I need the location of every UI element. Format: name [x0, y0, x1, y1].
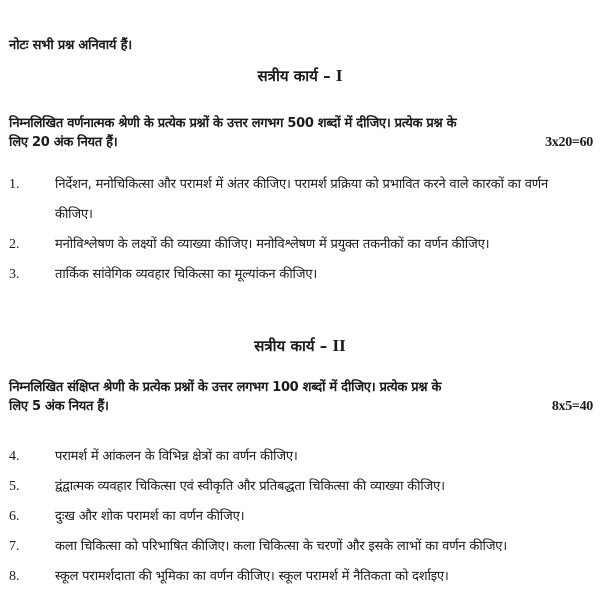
instruction-line-2: लिए 5 अंक नियत हैं।	[9, 399, 109, 414]
question-item	[0, 532, 600, 562]
question-text: तार्किक सांवेगिक व्यवहार चिकित्सा का मूल्यांकन कीजिए।	[55, 267, 318, 282]
section-title-prefix: सत्रीय कार्य –	[254, 337, 333, 355]
question-item	[0, 472, 600, 502]
question-item	[0, 442, 600, 472]
instruction-line-1: निम्नलिखित संक्षिप्त श्रेणी के प्रत्येक प्रश्नों के उत्तर लगभग 100 शब्दों में दीजिए। प्रत्येक प्रश्न के	[9, 380, 442, 395]
question-item	[0, 230, 600, 260]
question-number: 4.	[9, 449, 20, 464]
question-item	[0, 170, 600, 230]
question-item	[0, 260, 600, 290]
question-number: 7.	[9, 539, 20, 554]
question-number: 6.	[9, 509, 20, 524]
section-2-instruction	[9, 378, 593, 416]
section-title-1	[0, 66, 600, 86]
question-text: मनोविश्लेषण के लक्ष्यों की व्याख्या कीजिए। मनोविश्लेषण में प्रयुक्त तकनीकों का वर्णन कीजिए।	[55, 237, 490, 252]
question-text: द्वंद्वात्मक व्यवहार चिकित्सा एवं स्वीकृति और प्रतिबद्धता चिकित्सा की व्याख्या कीजिए।	[55, 479, 445, 494]
marks-allocation: 3x20=60	[545, 135, 593, 150]
section-1-question-list	[0, 170, 600, 290]
instruction-line-2: लिए 20 अंक नियत हैं।	[9, 135, 118, 150]
section-2-question-list	[0, 442, 600, 592]
question-text: स्कूल परामर्शदाता की भूमिका का वर्णन कीजिए। स्कूल परामर्श में नैतिकता को दर्शाइए।	[55, 569, 449, 584]
question-text: निर्देशन, मनोचिकित्सा और परामर्श में अंतर कीजिए। परामर्श प्रक्रिया को प्रभावित करने वाले कारकों का वर्णन कीजिए।	[55, 177, 549, 222]
question-number: 5.	[9, 479, 20, 494]
question-number: 2.	[9, 237, 20, 252]
question-item	[0, 562, 600, 592]
section-roman-numeral: II	[332, 336, 346, 355]
question-text: परामर्श में आंकलन के विभिन्न क्षेत्रों का वर्णन कीजिए।	[55, 449, 298, 464]
note-text: नोटः सभी प्रश्न अनिवार्य हैं।	[9, 38, 133, 53]
question-number: 8.	[9, 569, 20, 584]
marks-allocation: 8x5=40	[551, 399, 593, 414]
section-roman-numeral: I	[335, 66, 343, 85]
question-text: कला चिकित्सा को परिभाषित कीजिए। कला चिकित्सा के चरणों और इसके लाभों का वर्णन कीजिए।	[55, 539, 508, 554]
question-text: दुःख और शोक परामर्श का वर्णन कीजिए।	[55, 509, 245, 524]
question-number: 1.	[9, 177, 20, 192]
section-title-prefix: सत्रीय कार्य –	[257, 67, 336, 85]
question-item	[0, 502, 600, 532]
section-1-instruction	[9, 114, 593, 152]
instruction-line-1: निम्नलिखित वर्णनात्मक श्रेणी के प्रत्येक प्रश्नों के उत्तर लगभग 500 शब्दों में दीजिए। प्रत्येक प्रश्न के	[9, 116, 457, 131]
question-number: 3.	[9, 267, 20, 282]
section-title-2	[0, 336, 600, 356]
